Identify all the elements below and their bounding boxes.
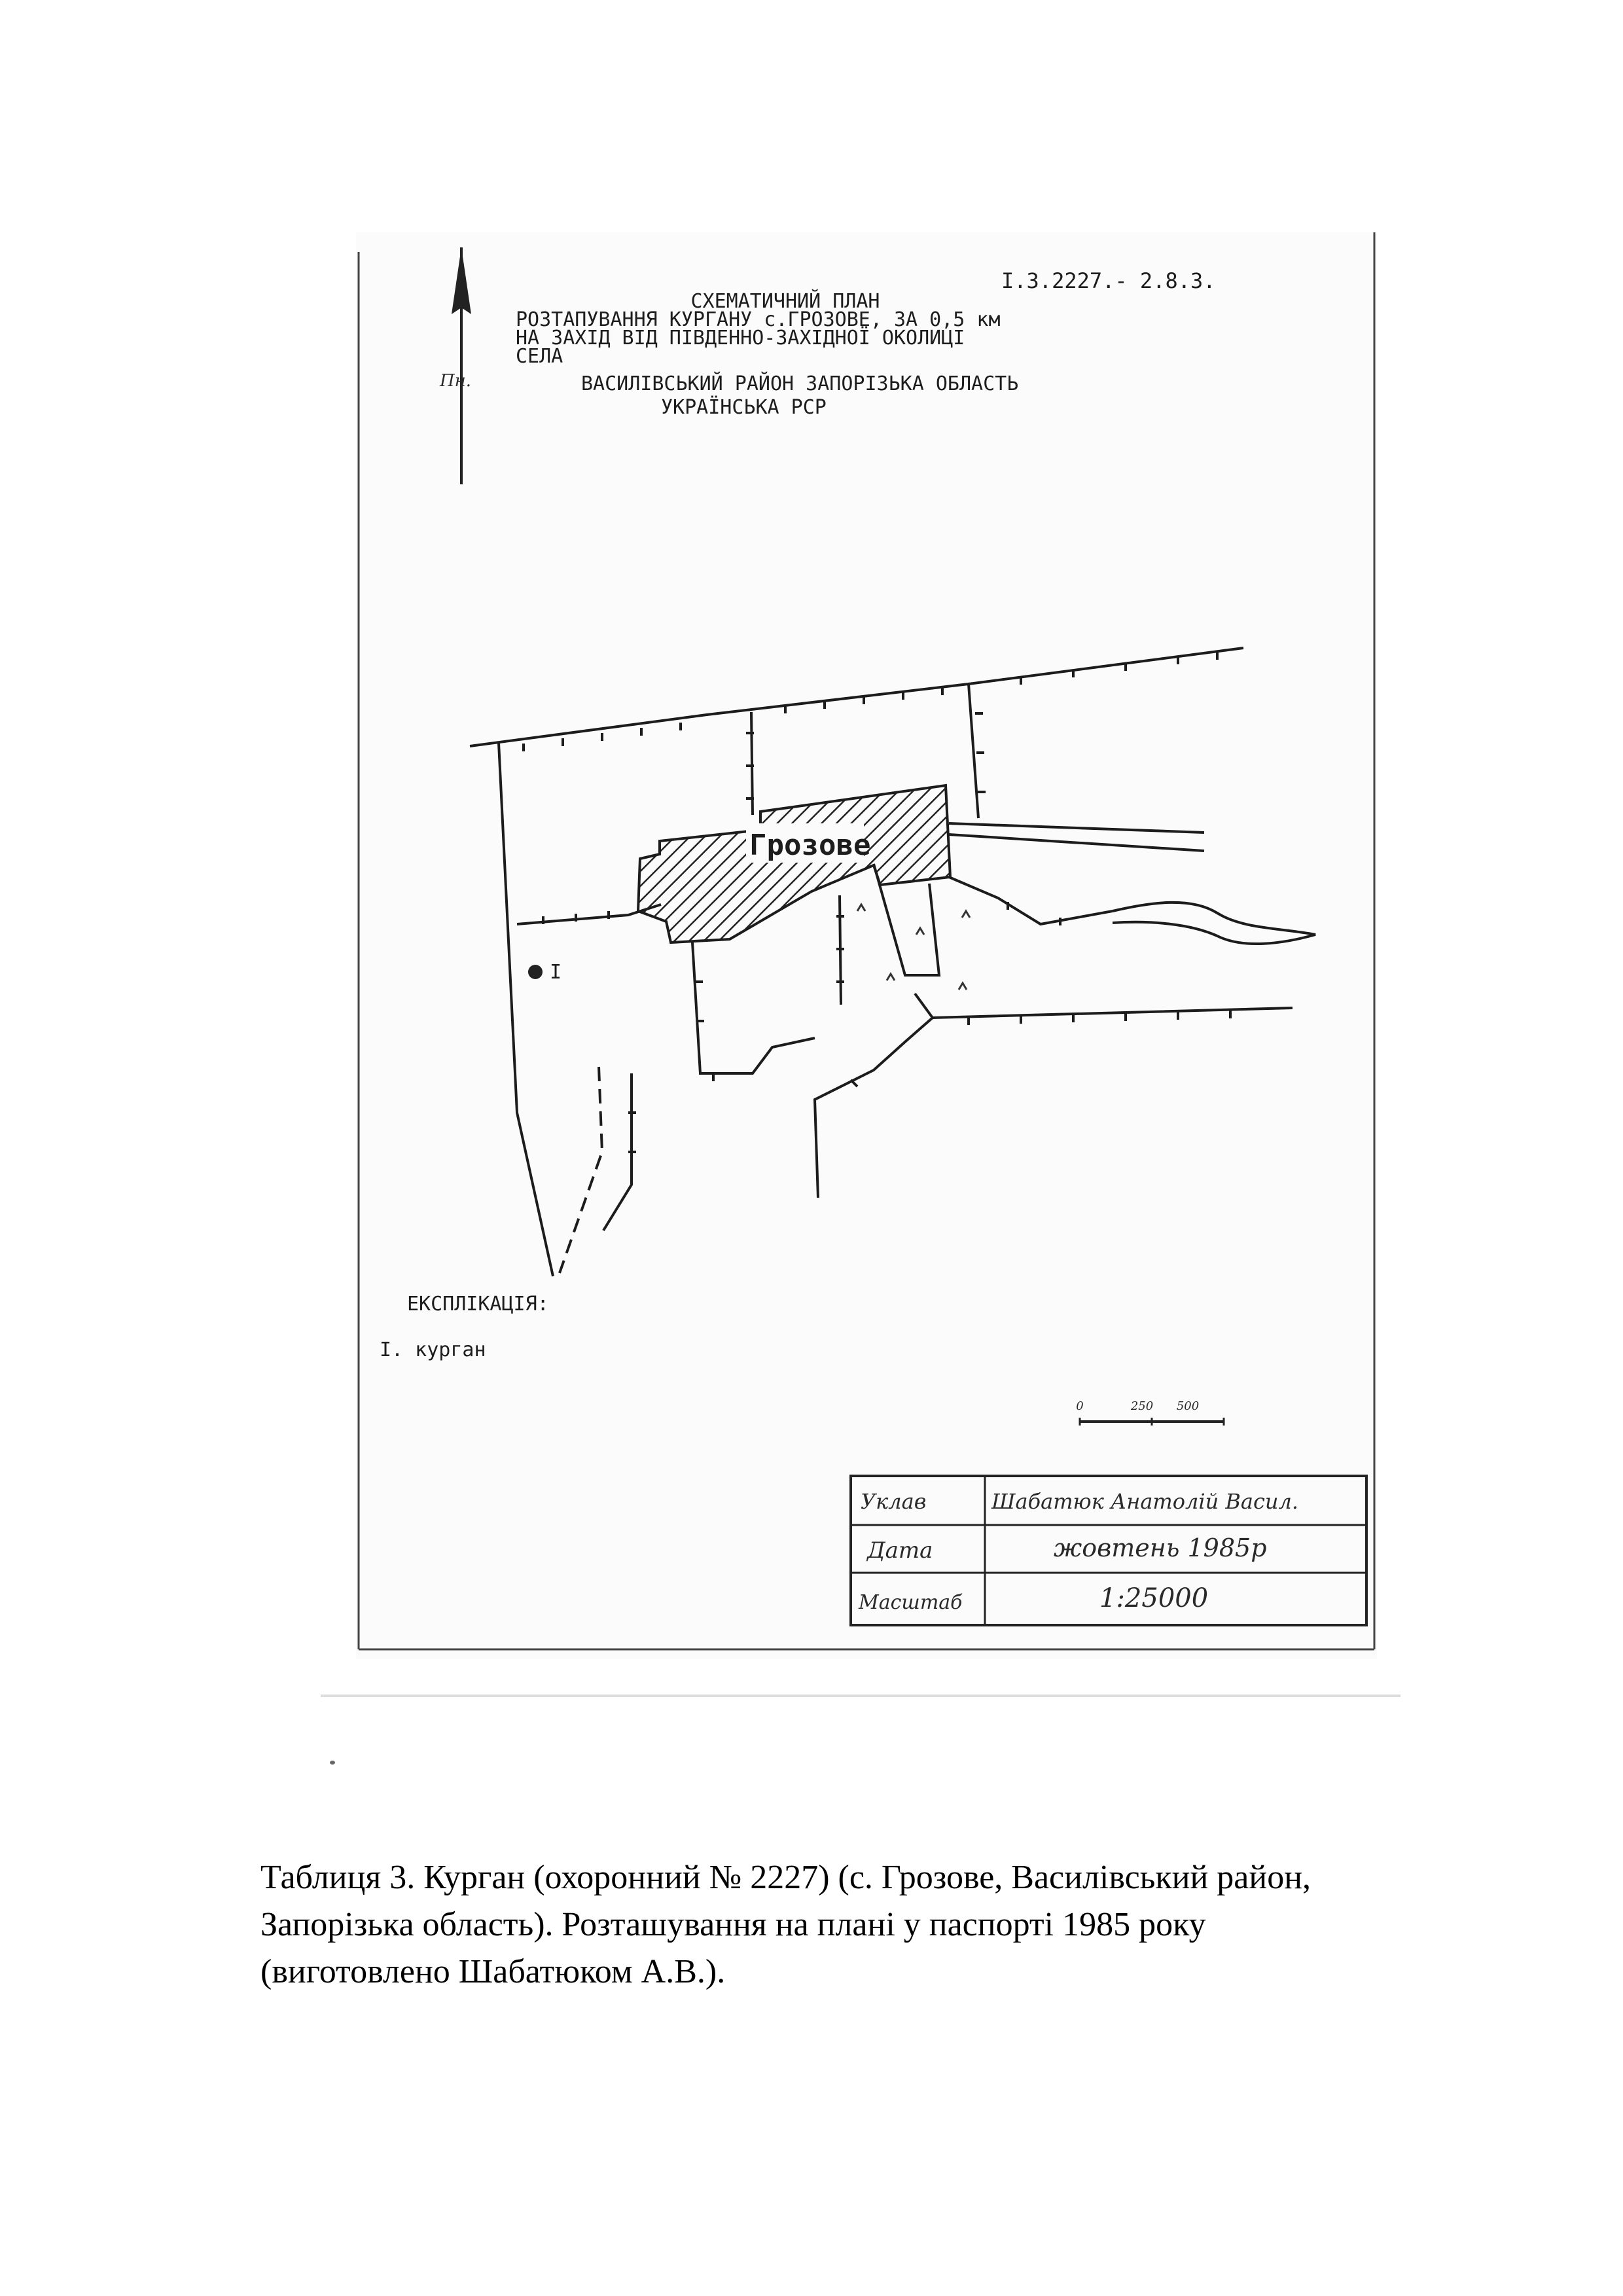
explication-title: ЕКСПЛІКАЦІЯ: <box>407 1293 549 1316</box>
caption-line-3: (виготовлено Шабатюком А.В.). <box>260 1953 726 1990</box>
roads <box>470 648 1293 1276</box>
title-line-2: РОЗТАПУВАННЯ КУРГАНУ с.ГРОЗОВЕ, ЗА 0,5 км <box>516 308 1001 331</box>
stamp-scale-value: 1:25000 <box>1099 1583 1209 1613</box>
north-arrow-icon <box>439 247 471 484</box>
north-label: Пн. <box>440 371 472 391</box>
kurgan-marker-label: І <box>550 961 562 984</box>
title-line-4: СЕЛА <box>516 345 563 368</box>
plan-code: І.3.2227.- 2.8.3. <box>1001 268 1216 293</box>
caption-line-2: Запорізька область). Розташування на плані у паспорті 1985 року <box>260 1906 1206 1943</box>
stamp-table <box>851 1476 1366 1625</box>
kurgan-marker-icon <box>528 961 562 984</box>
stamp-author-value: Шабатюк Анатолій Васил. <box>991 1489 1299 1514</box>
title-line-1: СХЕМАТИЧНИЙ ПЛАН <box>690 290 880 313</box>
terrain-marks <box>857 905 970 990</box>
title-line-3: НА ЗАХІД ВІД ПІВДЕННО-ЗАХІДНОЇ ОКОЛИЦІ <box>516 327 965 350</box>
caption-line-1: Таблиця 3. Курган (охоронний № 2227) (с. Грозове, Василівський район, <box>260 1859 1311 1896</box>
village-label: Грозове <box>749 829 871 862</box>
scale-label-500: 500 <box>1176 1399 1200 1413</box>
scale-label-250: 250 <box>1130 1399 1154 1413</box>
village-area <box>638 785 950 942</box>
title-line-5: ВАСИЛІВСЬКИЙ РАЙОН ЗАПОРІЗЬКА ОБЛАСТЬ <box>581 372 1019 395</box>
scale-label-0: 0 <box>1076 1399 1084 1413</box>
stamp-scale-label: Масштаб <box>859 1591 963 1614</box>
stamp-date-label: Дата <box>867 1537 933 1564</box>
stamp-date-value: жовтень 1985р <box>1054 1534 1267 1562</box>
explication-item: І. курган <box>380 1338 486 1361</box>
plan-title <box>516 289 1018 419</box>
title-line-6: УКРАЇНСЬКА РСР <box>661 396 827 419</box>
river <box>1113 903 1315 944</box>
sheet-border <box>359 232 1374 1649</box>
boundary-ticks <box>524 652 1230 1152</box>
scale-bar <box>1076 1399 1224 1426</box>
figure-caption <box>260 1854 1491 1996</box>
stamp-author-label: Уклав <box>861 1489 927 1514</box>
